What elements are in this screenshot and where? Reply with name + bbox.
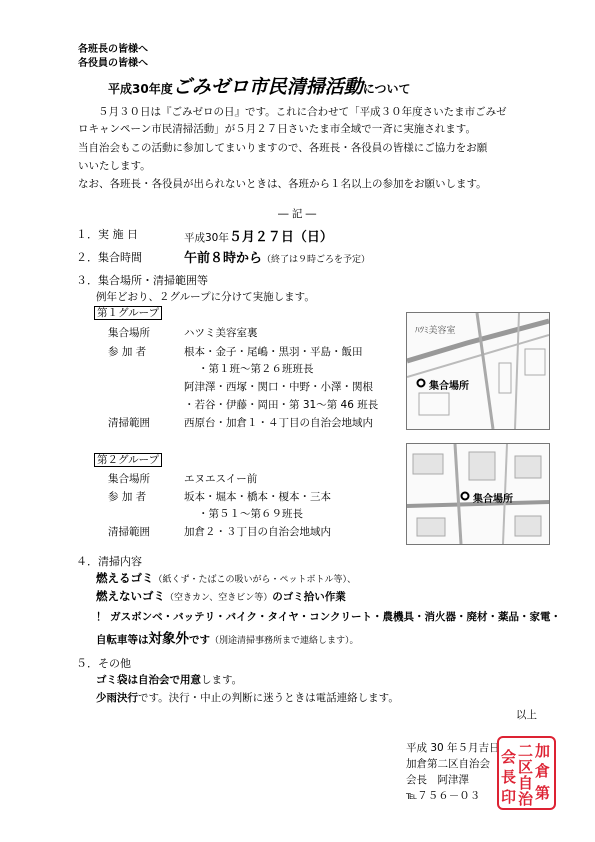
seal-char: 自 (518, 774, 534, 792)
group1-area-label: 清掃範囲 (108, 417, 150, 429)
item4-label: ４．清掃内容 (76, 555, 142, 568)
page-title (108, 72, 410, 99)
item1-label: １．実 施 日 (76, 228, 138, 241)
group1-members-3: 阿津澤・西塚・関口・中野・小澤・関根 (184, 381, 373, 393)
group1-members-label: 参 加 者 (108, 346, 147, 358)
item5-label: ５．その他 (76, 657, 131, 670)
footer-president: 会長 阿津澤 (406, 774, 469, 786)
item3-label: ３．集合場所・清掃範囲等 (76, 274, 208, 287)
nonburnable-note: （空きカン、空きビン等） (165, 593, 273, 603)
item1-value (184, 226, 333, 245)
seal-char: 倉 (535, 762, 551, 780)
seal-char: 区 (518, 758, 534, 776)
warning-line-2 (96, 627, 359, 647)
recipient-line-1: 各班長の皆様へ (78, 44, 148, 55)
bags-suffix: します。 (201, 674, 243, 686)
burnable-note: （紙くず・たばこの吸いがら・ペットボトル等）、 (153, 575, 357, 585)
seal-char: 印 (501, 788, 517, 806)
group1-map-tag: ﾊﾂﾐ美容室 (415, 326, 456, 336)
group1-place-label: 集合場所 (108, 327, 150, 339)
group2-members-label: 参 加 者 (108, 491, 147, 503)
group1-map (406, 312, 550, 430)
title-suffix: について (362, 82, 411, 96)
seal-stamp (497, 736, 556, 810)
group2-header (94, 452, 162, 467)
group1-area: 西原台・加倉１・４丁目の自治会地域内 (184, 417, 373, 429)
intro-line-4: いいたします。 (78, 160, 151, 172)
event-date: ５月２７日（日） (228, 230, 333, 245)
group1-header-text: 第１グループ (94, 306, 162, 320)
footer-date: 平成 30 年５月吉日 (406, 742, 500, 754)
footer-tel: ℡７５６－０３ (406, 790, 481, 802)
excluded-suffix: です (189, 634, 210, 646)
group1-map-label: 集合場所 (429, 381, 469, 392)
group2-map (406, 443, 550, 545)
group2-area-label: 清掃範囲 (108, 526, 150, 538)
seal-char: 長 (501, 768, 517, 786)
warning-icon: ！ (96, 611, 107, 623)
item3-desc: 例年どおり、２グループに分けて実施します。 (96, 291, 315, 303)
group1-place: ハツミ美容室裏 (184, 327, 258, 339)
title-main: ごみゼロ市民清掃活動 (172, 76, 363, 98)
seal-char: 加 (535, 742, 551, 760)
excluded-note: （別途清掃事務所まで連絡します）。 (210, 636, 359, 646)
group2-place: エヌエスイー前 (184, 473, 258, 485)
warning-line-1 (96, 609, 561, 624)
nonburnable-label: 燃えないゴミ (96, 589, 165, 603)
excluded-label: 対象外 (148, 631, 189, 647)
ki-heading: ― 記 ― (278, 208, 317, 220)
bags-line (96, 672, 242, 687)
rain-note: です。決行・中止の判断に迷うときは電話連絡します。 (138, 692, 399, 704)
footer-org: 加倉第二区自治会 (406, 758, 490, 770)
seal-char: 二 (518, 742, 534, 760)
item2-value (184, 247, 370, 266)
group1-header (94, 305, 162, 320)
bags-provided: ゴミ袋は自治会で用意 (96, 674, 201, 686)
group2-area: 加倉２・３丁目の自治会地域内 (184, 526, 331, 538)
excluded-items: ガスボンベ・バッテリ・バイク・タイヤ・コンクリート・農機具・消火器・廃材・薬品・家電・ (110, 611, 562, 623)
recipient-line-2: 各役員の皆様へ (78, 58, 148, 69)
group2-map-label: 集合場所 (473, 494, 513, 505)
group2-place-label: 集合場所 (108, 473, 150, 485)
item2-label: ２．集合時間 (76, 251, 142, 264)
excluded-bicycle: 自転車等は (96, 634, 149, 646)
intro-line-1: ５月３０日は『ごみゼロの日』です。これに合わせて「平成３０年度さいたま市ごみゼ (98, 106, 507, 118)
burnable-label: 燃えるゴミ (96, 571, 154, 585)
title-prefix: 平成30年度 (108, 82, 173, 96)
group1-members-1: 根本・金子・尾嶋・黒羽・平島・飯田 (184, 346, 363, 358)
end-time-note: （終了は９時ごろを予定） (262, 255, 371, 265)
seal-char: 第 (535, 784, 551, 802)
gather-time: 午前８時から (184, 251, 263, 266)
rain-line (96, 690, 399, 705)
group2-header-text: 第２グループ (94, 453, 162, 467)
intro-line-5: なお、各班長・各役員が出られないときは、各班から１名以上の参加をお願いします。 (78, 178, 487, 190)
nonburnable-line (96, 588, 346, 604)
seal-char: 会 (501, 748, 517, 766)
intro-line-3: 当自治会もこの活動に参加してまいりますので、各班長・各役員の皆様にご協力をお願 (78, 142, 488, 154)
date-prefix: 平成30年 (184, 232, 229, 244)
group2-members-1: 坂本・堀本・橋本・榎本・三本 (184, 491, 331, 503)
intro-line-2: ロキャンペーン市民清掃活動」が５月２７日さいたま市全域で一斉に実施されます。 (78, 123, 476, 135)
burnable-line (96, 570, 356, 586)
group2-members-2: ・第５１～第６９班長 (198, 508, 303, 520)
nonburnable-suffix: のゴミ拾い作業 (272, 591, 346, 603)
group1-members-4: ・若谷・伊藤・岡田・第 31～第 46 班長 (184, 399, 379, 411)
rain-policy: 少雨決行 (96, 692, 138, 704)
seal-char: 治 (518, 790, 534, 808)
group1-members-2: ・第１班～第２６班班長 (198, 363, 314, 375)
closing-ijou: 以上 (516, 709, 537, 721)
